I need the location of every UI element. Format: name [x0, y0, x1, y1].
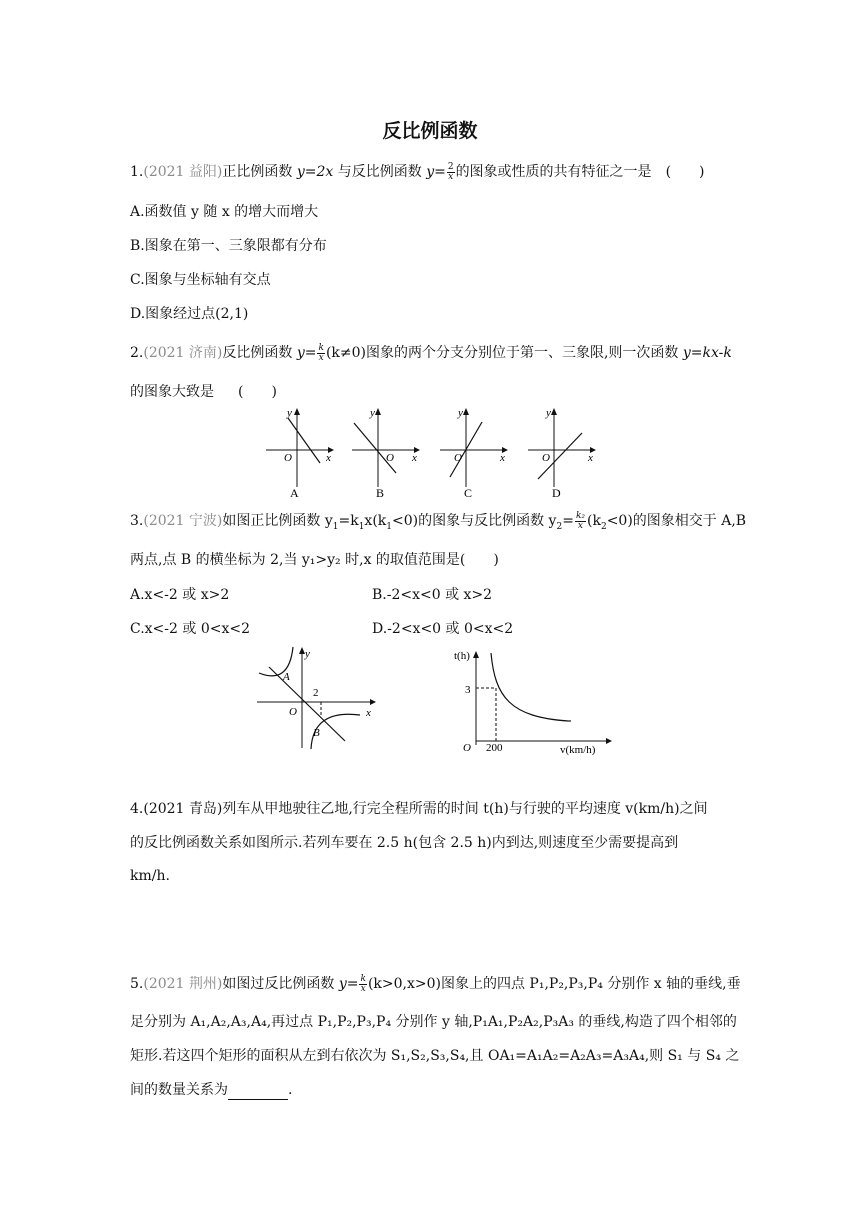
q2-graph-label-d: D: [552, 486, 561, 500]
q3-text-1: 如图正比例函数 y: [222, 513, 333, 529]
q1-text-3: 的图象或性质的共有特征之一是: [455, 164, 652, 180]
q2a-origin: O: [284, 452, 292, 464]
q3-x-label: x: [366, 707, 371, 719]
q5-stem-line2: 足分别为 A₁,A₂,A₃,A₄,再过点 P₁,P₂,P₃,P₄ 分别作 y 轴,P₁A₁,P₂A₂,P₃A₃ 的垂线,构造了四个相邻的: [130, 1014, 737, 1030]
q2a-y-label: y: [287, 407, 292, 419]
q2-stem: [130, 343, 732, 363]
q4-stem-line3: km/h.: [130, 868, 170, 884]
q2-frac-num: k: [318, 342, 324, 353]
q2-graph-label-a: A: [290, 486, 299, 500]
q4-x-label: v(km/h): [560, 744, 596, 756]
q2a-x-label: x: [326, 452, 331, 464]
q1-answer-paren: ( ): [665, 164, 705, 180]
q5-answer-blank[interactable]: [228, 1085, 288, 1100]
page-title: 反比例函数: [382, 120, 478, 142]
q2-graph-b: [348, 405, 420, 500]
q5-stem-line4: [130, 1080, 292, 1100]
q5-text-2: (k>0,x>0)图象上的四点 P₁,P₂,P₃,P₄ 分别作 x 轴的垂线,垂: [367, 976, 741, 992]
q1-option-b: B.图象在第一、三象限都有分布: [130, 238, 327, 254]
q5-number: 5.: [130, 976, 144, 992]
q4-stem-line2: 的反比例函数关系如图所示.若列车要在 2.5 h(包含 2.5 h)内到达,则速度至少需要提高到: [130, 835, 679, 851]
q2-stem-line2: [130, 382, 277, 402]
q2-fraction: [317, 344, 324, 363]
q3-text-4: <0)的图象与反比例函数 y: [392, 513, 557, 529]
q3-stem-line2: 两点,点 B 的横坐标为 2,当 y₁>y₂ 时,x 的取值范围是( ): [130, 552, 499, 568]
q2d-origin: O: [542, 452, 550, 464]
q2-source: (2021 济南): [143, 345, 223, 361]
q5-fraction: [359, 975, 366, 994]
q1-formula-2: y=: [426, 164, 446, 180]
q1-stem: [130, 162, 705, 182]
q3-y-label: y: [305, 648, 310, 660]
q4-y-label: t(h): [454, 650, 470, 662]
q2c-y-label: y: [458, 407, 463, 419]
q3-option-a: A.x<-2 或 x>2: [130, 587, 230, 603]
q3-origin: O: [289, 706, 297, 718]
q2-answer-paren: ( ): [238, 384, 277, 400]
q2d-y-label: y: [546, 407, 551, 419]
q3-text-3: x(k: [364, 513, 387, 529]
q5-frac-den: x: [360, 983, 366, 994]
q5-stem: [130, 974, 741, 994]
q2-graph-d: [524, 405, 596, 500]
q3-text-2: =k: [338, 513, 359, 529]
q3-text-7: <0)的图象相交于 A,B: [606, 513, 747, 529]
q1-fraction: [447, 163, 455, 182]
q3-option-b: B.-2<x<0 或 x>2: [372, 587, 493, 603]
q3-stem: 3.(2021 宁波)如图正比例函数 $y_1=k_1x(k_1<0)$的图象与反比例函数 $y_2=$ $\frac{\text{k₂}}{x}$ $(k_2<0)$的图象相交于 A,B: [130, 510, 747, 532]
q2-graph-label-c: C: [464, 486, 473, 500]
q2b-origin: O: [386, 452, 394, 464]
q1-option-c: C.图象与坐标轴有交点: [130, 272, 271, 288]
q5-text-line4: 间的数量关系为: [130, 1082, 228, 1098]
q1-option-d: D.图象经过点(2,1): [130, 306, 249, 322]
q3-source: (2021 宁波): [143, 513, 223, 529]
q3-point-a: A: [283, 671, 290, 683]
q2-text-line2: 的图象大致是: [130, 384, 214, 400]
q2-text-1: 反比例函数: [222, 345, 297, 361]
q2d-x-label: x: [588, 452, 593, 464]
q2-text-2: (k≠0)图象的两个分支分别位于第一、三象限,则一次函数: [325, 345, 683, 361]
q2c-x-label: x: [500, 452, 505, 464]
q2-formula-2: y=kx-k: [682, 345, 732, 361]
q5-formula-1: y=: [338, 976, 359, 992]
q2-graph-label-b: B: [376, 486, 385, 500]
q3-number: 3.: [130, 513, 144, 529]
q2-formula-1: y=: [296, 345, 317, 361]
q5-text-end: .: [288, 1082, 293, 1098]
q3-fraction: [575, 512, 586, 531]
q5-text-1: 如图过反比例函数: [222, 976, 339, 992]
q4-tick-200: 200: [486, 742, 503, 754]
q1-option-a: A.函数值 y 随 x 的增大而增大: [130, 204, 319, 220]
q5-stem-line3: 矩形.若这四个矩形的面积从左到右依次为 S₁,S₂,S₃,S₄,且 OA₁=A₁A₂=A₂A₃=A₃A₄,则 S₁ 与 S₄ 之: [130, 1048, 740, 1064]
q4-tick-3: 3: [465, 684, 471, 696]
q4-graph: [448, 645, 613, 755]
q1-text-1: 正比例函数: [222, 164, 297, 180]
q2-frac-den: x: [318, 352, 324, 363]
q3-text-6: (k: [587, 513, 601, 529]
q3-tick-2: 2: [313, 687, 319, 699]
q2b-x-label: x: [412, 452, 417, 464]
q3-point-b: B: [313, 727, 320, 739]
q3-option-d: D.-2<x<0 或 0<x<2: [372, 621, 514, 637]
q3-frac-num: k₂: [575, 510, 585, 521]
q2-graph-a: [262, 405, 334, 500]
q3-frac-den: x: [577, 520, 583, 531]
q1-number: 1.: [130, 164, 144, 180]
q2-graph-c: [436, 405, 508, 500]
q4-stem-line1: 4.(2021 青岛)列车从甲地驶往乙地,行完全程所需的时间 t(h)与行驶的平均速度 v(km/h)之间: [130, 801, 708, 817]
q1-source: (2021 益阳): [143, 164, 223, 180]
q1-frac-den: x: [448, 171, 454, 182]
q2b-y-label: y: [370, 407, 375, 419]
q1-formula-1: y=2x: [296, 164, 334, 180]
q2c-origin: O: [454, 452, 462, 464]
q3-graph: [255, 645, 380, 755]
q4-origin: O: [463, 742, 471, 754]
q1-text-2: 与反比例函数: [333, 164, 427, 180]
q5-frac-num: k: [360, 973, 366, 984]
q3-text-5: =: [562, 513, 574, 529]
q3-option-c: C.x<-2 或 0<x<2: [130, 621, 250, 637]
q5-source: (2021 荆州): [143, 976, 223, 992]
q1-frac-num: 2: [447, 161, 454, 172]
q2-number: 2.: [130, 345, 144, 361]
